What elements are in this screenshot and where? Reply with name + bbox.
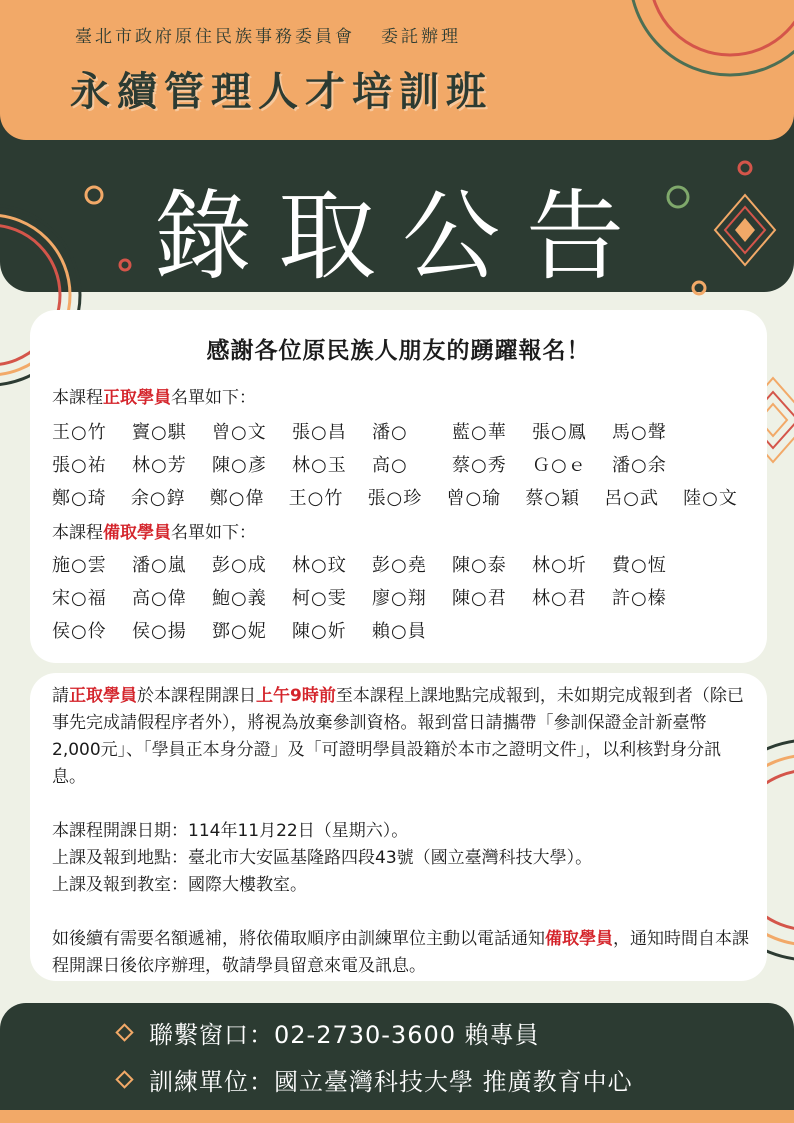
student-name: 陳○妡 [292, 621, 347, 642]
student-name: 曾○文 [212, 422, 267, 443]
student-name: 高○ [372, 455, 408, 476]
contact-line [118, 1015, 540, 1050]
student-name: 余○錞 [130, 488, 186, 509]
organizer-line [75, 22, 461, 47]
name-list-card [30, 310, 767, 663]
thanks-heading: 感謝各位原民族人朋友的踴躍報名！ [206, 338, 591, 364]
name-row [52, 551, 762, 584]
student-name: 廖○翔 [372, 588, 427, 609]
admitted-list [52, 418, 762, 517]
name-row [52, 617, 762, 650]
student-name: 侯○揚 [132, 621, 187, 642]
student-name: 藍○華 [452, 422, 507, 443]
diamond-bullet-icon [115, 1023, 133, 1041]
waitlist-list [52, 551, 762, 650]
student-name: 高○偉 [132, 588, 187, 609]
student-name: 費○恆 [612, 555, 667, 576]
course-room: 上課及報到教室：國際大樓教室。 [52, 875, 307, 895]
student-name: 鄧○妮 [212, 621, 267, 642]
organizer-name: 臺北市政府原住民族事務委員會 [75, 27, 355, 47]
student-name: 呂○武 [604, 488, 659, 509]
course-date: 本課程開課日期：114年11月22日（星期六）。 [52, 821, 409, 841]
student-name: 王○竹 [52, 422, 107, 443]
report-instructions: 請正取學員於本課程開課日上午9時前至本課程上課地點完成報到，未如期完成報到者（除已事先完成請假程序者外），將視為放棄參訓資格。報到當日請攜帶「參訓保證金計新臺幣2,000元」、「學員正本身分證」及「可證明學員設籍於本市之證明文件」，以利核對身分訊息。 [52, 686, 744, 787]
student-name: 陳○彥 [212, 455, 267, 476]
name-row [52, 584, 762, 617]
student-name: 林○玉 [292, 455, 347, 476]
student-name: 潘○ [372, 422, 408, 443]
footer-orange-strip [0, 1110, 794, 1123]
student-name: 張○鳳 [532, 422, 587, 443]
student-name: 許○榛 [612, 588, 667, 609]
student-name: 陸○文 [683, 488, 738, 509]
student-name: 鄭○琦 [52, 488, 107, 509]
info-card [30, 673, 767, 981]
student-name: 施○雲 [52, 555, 107, 576]
waitlist-notice: 如後續有需要名額遞補，將依備取順序由訓練單位主動以電話通知備取學員，通知時間自本課程開課日後依序辦理，敬請學員留意來電及訊息。 [52, 929, 749, 976]
student-name: 林○圻 [532, 555, 587, 576]
student-name: 潘○余 [612, 455, 667, 476]
course-location: 上課及報到地點：臺北市大安區基隆路四段43號（國立臺灣科技大學）。 [52, 848, 593, 868]
student-name: 蔡○秀 [452, 455, 507, 476]
training-unit-text: 訓練單位：國立臺灣科技大學 推廣教育中心 [149, 1068, 633, 1096]
student-name: 蔡○穎 [525, 488, 581, 509]
student-name: 馬○聲 [612, 422, 667, 443]
student-name: 賴○員 [372, 621, 427, 642]
student-name: 宋○福 [52, 588, 107, 609]
course-title: 永續管理人才培訓班 [70, 69, 493, 115]
commission-text: 委託辦理 [381, 27, 461, 47]
student-name: 侯○伶 [52, 621, 107, 642]
diamond-bullet-icon [115, 1070, 133, 1088]
student-name: 林○君 [532, 588, 587, 609]
student-name: 柯○雯 [292, 588, 347, 609]
student-name: 張○祐 [52, 455, 107, 476]
announcement-title: 錄取公告 [153, 180, 650, 294]
training-unit-line [118, 1062, 633, 1097]
student-name: 林○芳 [132, 455, 187, 476]
waitlist-label: 本課程備取學員名單如下： [52, 523, 256, 543]
student-name: 張○珍 [367, 488, 423, 509]
name-row [52, 451, 762, 484]
admitted-label: 本課程正取學員名單如下： [52, 388, 256, 408]
student-name: 彭○堯 [372, 555, 427, 576]
contact-text: 聯繫窗口：02-2730-3600 賴專員 [149, 1021, 540, 1049]
student-name: 張○昌 [292, 422, 347, 443]
student-name: 王○竹 [288, 488, 344, 509]
student-name: 鄭○偉 [209, 488, 265, 509]
student-name: 曾○瑜 [446, 488, 502, 509]
student-name: 林○玟 [292, 555, 347, 576]
student-name: 陳○泰 [452, 555, 507, 576]
student-name: 鮑○義 [212, 588, 267, 609]
student-name: Ｇ○ｅ [532, 455, 587, 476]
student-name: 潘○嵐 [132, 555, 187, 576]
student-name: 竇○騏 [132, 422, 187, 443]
student-name: 陳○君 [452, 588, 507, 609]
name-row [52, 484, 762, 517]
name-row [52, 418, 762, 451]
student-name: 彭○成 [212, 555, 267, 576]
